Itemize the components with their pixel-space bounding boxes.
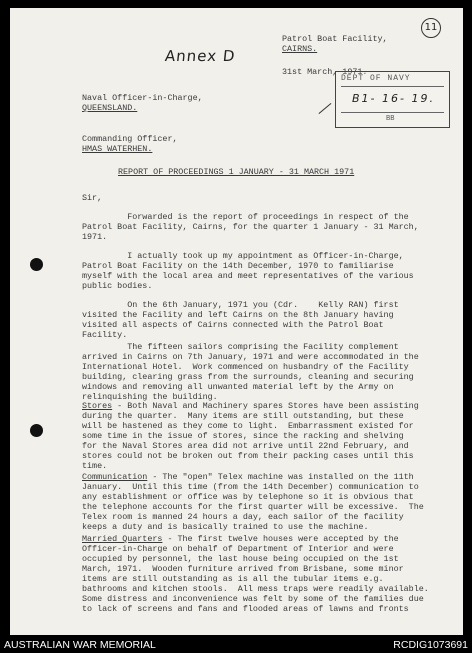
paragraph-line: Facility.: [82, 330, 128, 340]
paragraph-line: [82, 534, 399, 544]
footer-id: RCDIG1073691: [393, 639, 468, 651]
paragraph-line: On the 6th January, 1971 you (Cdr. Kelly RAN) first: [82, 300, 399, 310]
paragraph-line: Some distress and inconvenience was felt by some of the families due: [82, 594, 424, 604]
salutation: Sir,: [82, 193, 103, 203]
document-page: [10, 8, 463, 635]
stores-text: - Both Naval and Machinery spares Stores have been assisting: [112, 401, 419, 411]
paragraph-line: [82, 472, 414, 482]
report-title: REPORT OF PROCEEDINGS 1 JANUARY - 31 MARCH 1971: [118, 167, 355, 177]
paragraph-line: any establishment or office was by telephone so it is obvious that: [82, 492, 414, 502]
sender-location: CAIRNS.: [282, 44, 318, 54]
paragraph-line: for the Naval Stores area did not arrive until 22nd February, and: [82, 441, 409, 451]
paragraph-line: occupied by personnel, the last house being occupied on the 1st: [82, 554, 399, 564]
archive-footer: [0, 637, 472, 653]
letter-date: 31st March, 1971.: [282, 67, 368, 77]
addressee-line: QUEENSLAND.: [82, 103, 138, 113]
paragraph-line: bathrooms and kitchen stools. All mess traps were readily available.: [82, 584, 429, 594]
punch-hole: [30, 424, 43, 437]
paragraph-line: 1971.: [82, 232, 108, 242]
paragraph-line: public bodies.: [82, 281, 153, 291]
paragraph-line: Patrol Boat Facility, Cairns, for the quarter 1 January - 31 March,: [82, 222, 419, 232]
paragraph-line: [82, 401, 419, 411]
stamp-rule: [341, 112, 444, 113]
paragraph-line: myself with the local area and meet representatives of the various: [82, 271, 414, 281]
punch-hole: [30, 258, 43, 271]
paragraph-line: time.: [82, 461, 108, 471]
stamp-file-reference: B1- 16- 19.: [352, 92, 435, 105]
addressee-line: HMAS WATERHEN.: [82, 144, 153, 154]
stamp-heading: DEPT OF NAVY: [341, 74, 411, 83]
footer-source: AUSTRALIAN WAR MEMORIAL: [4, 639, 156, 651]
paragraph-line: visited the Facility and left Cairns on the 8th January having: [82, 310, 394, 320]
paragraph-line: windows and removing all unwanted material left by the Army on: [82, 382, 394, 392]
pen-mark: [318, 103, 331, 114]
paragraph-line: stores could not be broken out from their packing cases until this: [82, 451, 414, 461]
stores-heading: Stores: [82, 401, 113, 411]
married-quarters-text: - The first twelve houses were accepted by the: [162, 534, 399, 544]
annex-label: Annex D: [164, 47, 237, 65]
paragraph-line: visited all aspects of Cairns connected with the Patrol Boat: [82, 320, 384, 330]
paragraph-line: March, 1971. Wooden furniture arrived from Brisbane, some minor: [82, 564, 404, 574]
paragraph-line: Forwarded is the report of proceedings in respect of the: [82, 212, 409, 222]
married-quarters-heading: Married Quarters: [82, 534, 163, 544]
paragraph-line: Patrol Boat Facility on the 14th December, 1970 to familiarise: [82, 261, 394, 271]
paragraph-line: Telex room is manned 24 hours a day, each sailor of the facility: [82, 512, 404, 522]
stamp-bottom-text: BB: [386, 115, 395, 123]
stamp-rule: [341, 86, 444, 87]
paragraph-line: items are still outstanding as is all the tubular items e.g.: [82, 574, 384, 584]
paragraph-line: during the quarter. Many items are still outstanding, but these: [82, 411, 404, 421]
paragraph-line: Officer-in-Charge on behalf of Department of Interior and were: [82, 544, 394, 554]
paragraph-line: relinquishing the building.: [82, 392, 218, 402]
paragraph-line: building, clearing grass from the surrounds, cleaning and securing: [82, 372, 414, 382]
paragraph-line: The fifteen sailors comprising the Facility complement: [82, 342, 399, 352]
sender-line: Patrol Boat Facility,: [282, 34, 388, 44]
paragraph-line: will be hastened as they come to light. Embarrassment existed for: [82, 421, 414, 431]
paragraph-line: some time in the issue of stores, since the racking and shelving: [82, 431, 404, 441]
page-number: 11: [421, 18, 441, 38]
addressee-line: Naval Officer-in-Charge,: [82, 93, 203, 103]
paragraph-line: International Hotel. Work commenced on husbandry of the Facility: [82, 362, 409, 372]
paragraph-line: I actually took up my appointment as Officer-in-Charge,: [82, 251, 404, 261]
communication-text: - The "open" Telex machine was installed on the 11th: [147, 472, 414, 482]
communication-heading: Communication: [82, 472, 148, 482]
paragraph-line: the telephone accounts for the first quarter will be excessive. The: [82, 502, 424, 512]
paragraph-line: keeps a duty and is basically trained to use the machine.: [82, 522, 369, 532]
paragraph-line: to lack of screens and fans and flooded areas of lawns and fronts: [82, 604, 409, 614]
addressee-line: Commanding Officer,: [82, 134, 178, 144]
paragraph-line: January. Until this time (from the 14th December) communication to: [82, 482, 419, 492]
file-stamp: [335, 71, 450, 128]
paragraph-line: arrived in Cairns on 7th January, 1971 and were accommodated in the: [82, 352, 419, 362]
